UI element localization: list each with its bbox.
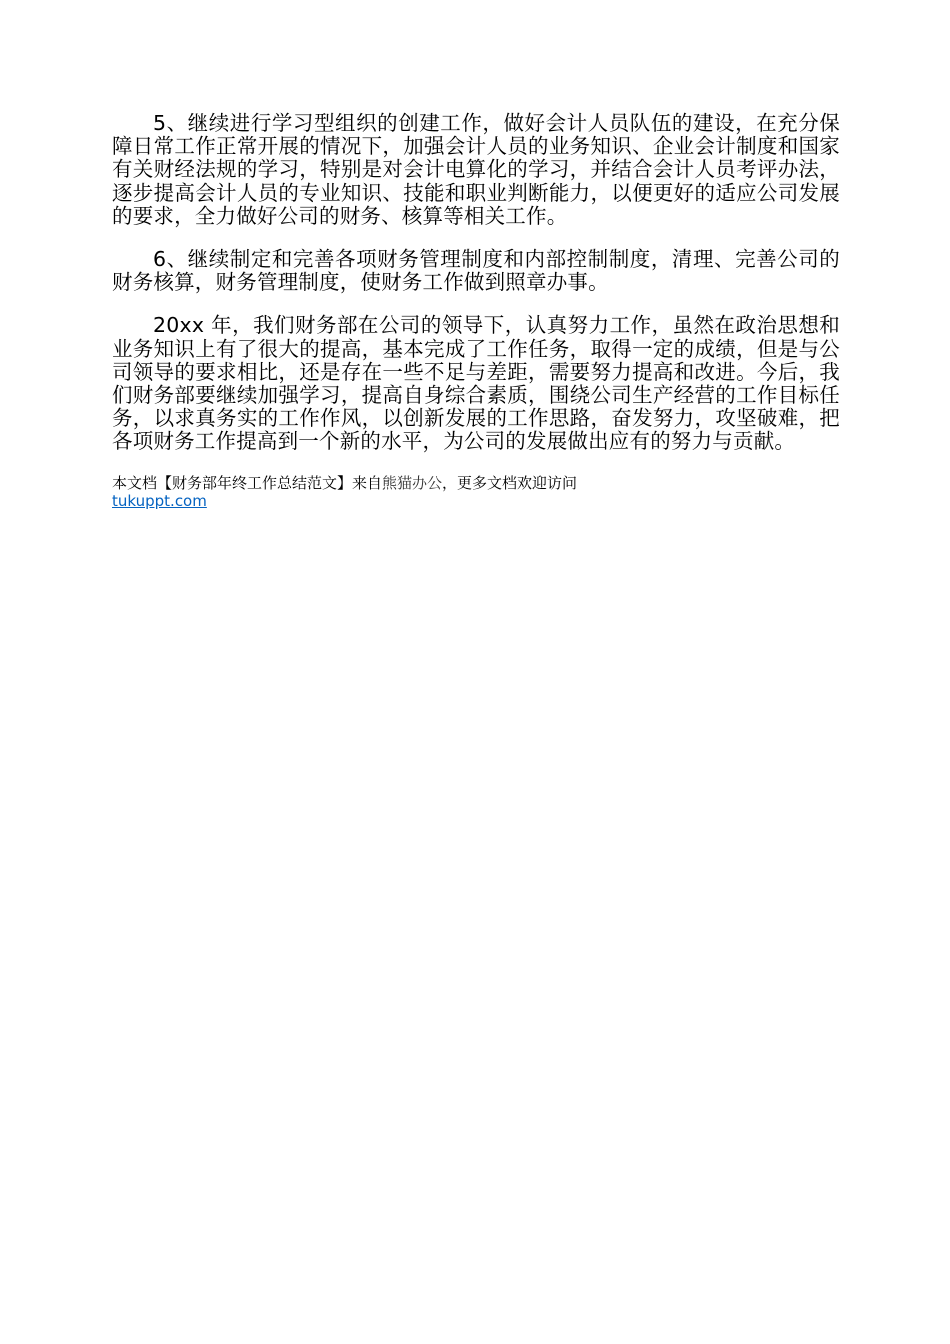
- paragraph-summary: 20xx 年，我们财务部在公司的领导下，认真努力工作，虽然在政治思想和业务知识上有了很大的提高，基本完成了工作任务，取得一定的成绩，但是与公司领导的要求相比，还是存在一些不足与差距，需要努力提高和改进。今后，我们财务部要继续加强学习，提高自身综合素质，围绕公司生产经营的工作目标任务，以求真务实的工作作风，以创新发展的工作思路，奋发努力，攻坚破难，把各项财务工作提高到一个新的水平，为公司的发展做出应有的努力与贡献。: [112, 313, 840, 454]
- brand-name: 熊猫办公: [382, 473, 443, 492]
- source-link[interactable]: tukuppt.com: [112, 491, 207, 510]
- source-footer: [112, 474, 840, 510]
- paragraph-item-6: 6、继续制定和完善各项财务管理制度和内部控制制度，清理、完善公司的财务核算，财务管理制度，使财务工作做到照章办事。: [112, 247, 840, 295]
- document-page: [112, 112, 840, 510]
- source-note: [112, 474, 840, 492]
- source-suffix: ，更多文档欢迎访问: [442, 473, 578, 492]
- paragraph-item-5: 5、继续进行学习型组织的创建工作，做好会计人员队伍的建设，在充分保障日常工作正常开展的情况下，加强会计人员的业务知识、企业会计制度和国家有关财经法规的学习，特别是对会计电算化的学习，并结合会计人员考评办法，逐步提高会计人员的专业知识、技能和职业判断能力，以便更好的适应公司发展的要求，全力做好公司的财务、核算等相关工作。: [112, 111, 840, 228]
- source-prefix: 本文档【财务部年终工作总结范文】来自: [112, 473, 383, 492]
